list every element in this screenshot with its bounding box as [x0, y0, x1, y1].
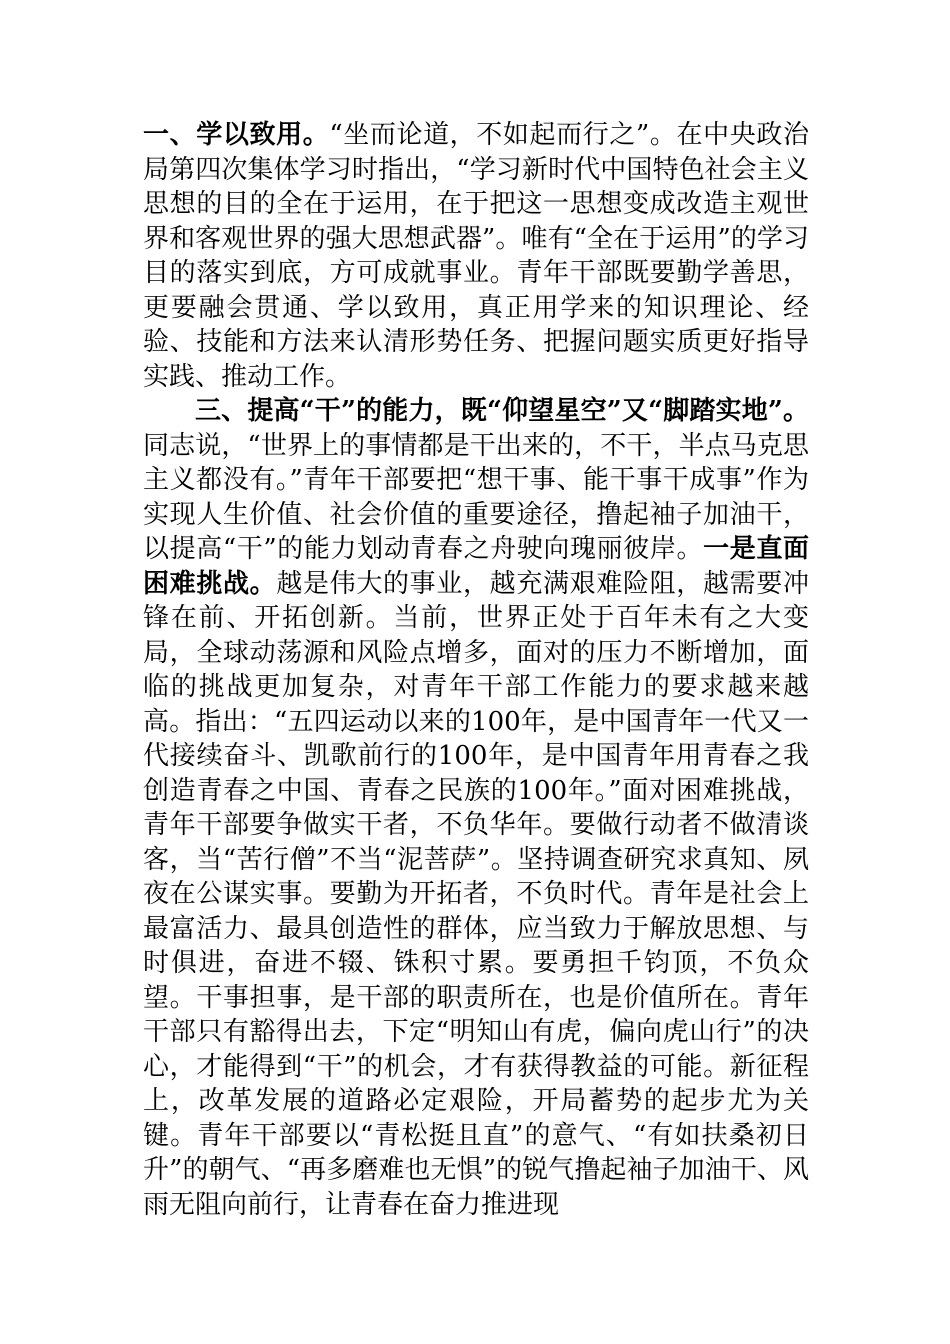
paragraph-body-text: 同志说，“世界上的事情都是干出来的，不干，半点马克思主义都没有。”青年干部要把“想干事、能干事干成事”作为实现人生价值、社会价值的重要途径，撸起袖子加油干，以提高“干”的能力划动青春之舟驶向瑰丽彼岸。	[143, 430, 809, 564]
paragraph-body-text: “坐而论道，不如起而行之”。在中央政治局第四次集体学习时指出，“学习新时代中国特色社会主义思想的目的全在于运用，在于把这一思想变成改造主观世界和客观世界的强大思想武器”。唯有“全在于运用”的学习目的落实到底，方可成就事业。青年干部既要勤学善思，更要融会贯通、学以致用，真正用学来的知识理论、经验、技能和方法来认清形势任务、把握问题实质更好指导实践、推动工作。	[143, 120, 809, 392]
section-heading-improve-ability: 三、提高“干”的能力，既“仰望星空”又“脚踏实地”。	[195, 396, 809, 426]
paragraph-learn-to-apply	[143, 118, 809, 394]
paragraph-improve-ability	[143, 394, 809, 1222]
section-heading-learn-to-apply: 一、学以致用。	[143, 120, 330, 150]
paragraph-body-text: 越是伟大的事业，越充满艰难险阻，越需要冲锋在前、开拓创新。当前，世界正处于百年未有之大变局，全球动荡源和风险点增多，面对的压力不断增加，面临的挑战更加复杂，对青年干部工作能力的要求越来越高。指出：“五四运动以来的100年，是中国青年一代又一代接续奋斗、凯歌前行的100年，是中国青年用青春之我创造青春之中国、青春之民族的100年。”面对困难挑战，青年干部要争做实干者，不负华年。要做行动者不做清谈客，当“苦行僧”不当“泥菩萨”。坚持调查研究求真知、夙夜在公谋实事。要勤为开拓者，不负时代。青年是社会上最富活力、最具创造性的群体，应当致力于解放思想、与时俱进，奋进不辍、铢积寸累。要勇担千钧顶，不负众望。干事担事，是干部的职责所在，也是价值所在。青年干部只有豁得出去，下定“明知山有虎，偏向虎山行”的决心，才能得到“干”的机会，才有获得教益的可能。新征程上，改革发展的道路必定艰险，开局蓄势的起步尤为关键。青年干部要以“青松挺且直”的意气、“有如扶桑初日升”的朝气、“再多磨难也无惧”的锐气撸起袖子加油干、风雨无阻向前行，让青春在奋力推进现	[143, 568, 809, 1220]
document-page	[143, 118, 809, 1222]
subheading-face-challenges: 一是直面困难挑战。	[143, 534, 809, 599]
